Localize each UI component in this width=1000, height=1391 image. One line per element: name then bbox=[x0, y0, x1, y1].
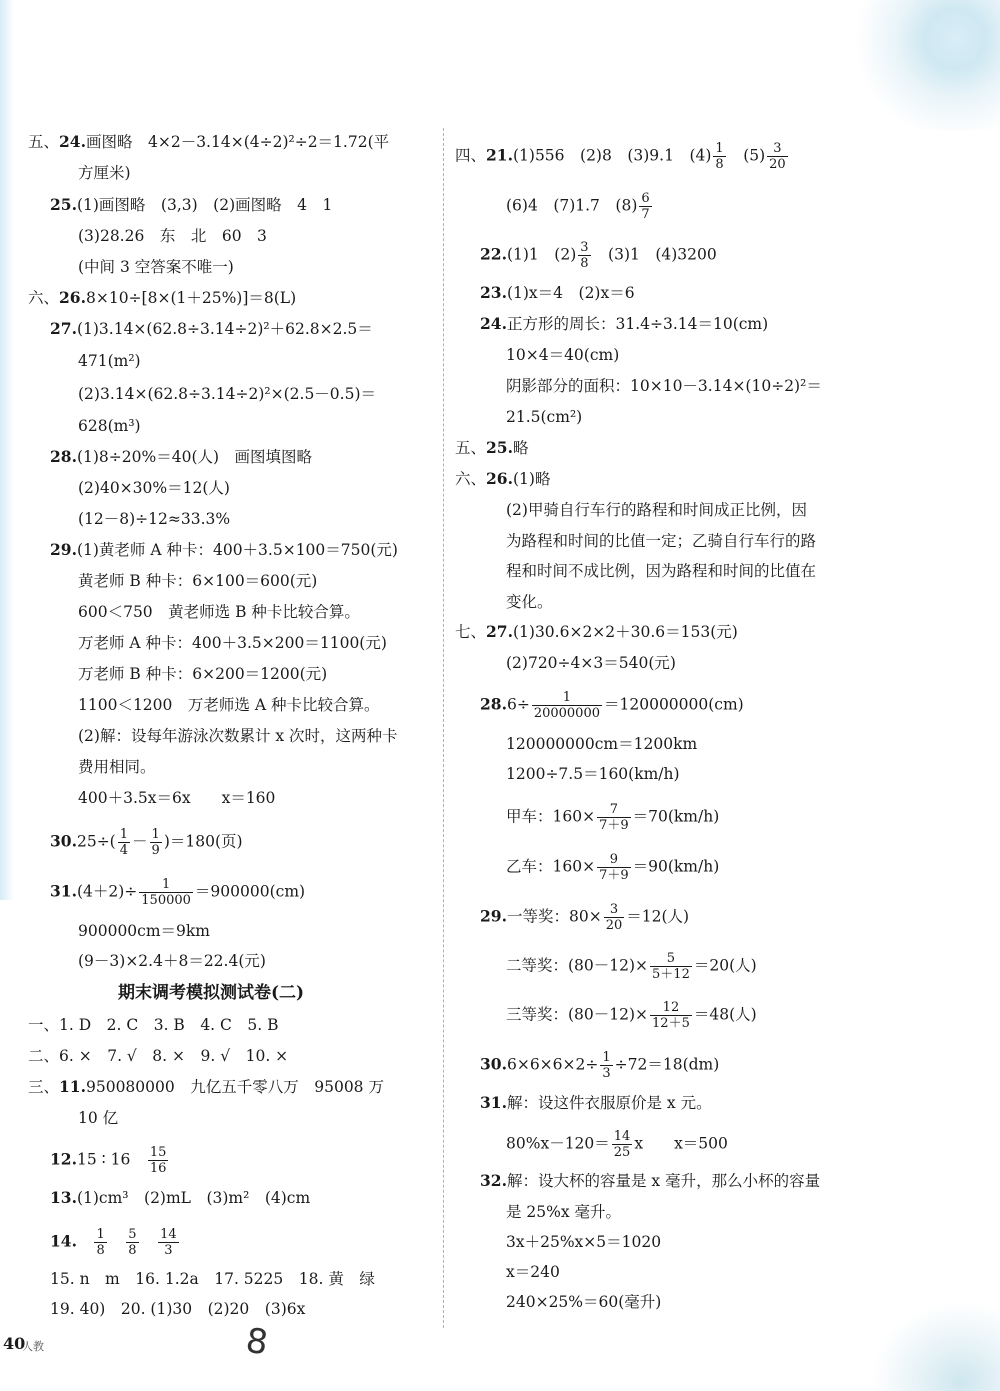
answer-r22: 22.(1)1 (2) $\frac{3}{8}$ (3)1 (4)3200 bbox=[480, 240, 717, 271]
fraction: $\frac{1}{150000}$ bbox=[141, 877, 191, 908]
answer-29-d: 万老师 A 种卡：400＋3.5×200＝1100(元) bbox=[78, 634, 387, 652]
answer-r32-b: 是 25%x 毫升。 bbox=[506, 1203, 622, 1221]
answer-29-f: 1100＜1200 万老师选 A 种卡比较合算。 bbox=[78, 696, 380, 714]
fraction: $\frac{3}{20}$ bbox=[605, 902, 623, 933]
column-divider bbox=[443, 128, 444, 1328]
fraction: $\frac{15}{16}$ bbox=[149, 1145, 167, 1176]
fraction: $\frac{3}{8}$ bbox=[580, 240, 589, 271]
answer-r28-e: 乙车：160× $\frac{9}{7+9}$ ＝90(km/h) bbox=[506, 852, 720, 883]
fraction: $\frac{7}{7+9}$ bbox=[599, 802, 629, 833]
answer-14: 14. $\frac{1}{8}$ $\frac{5}{8}$ $\frac{14}{3}$ bbox=[50, 1227, 177, 1258]
answer-11-b: 10 亿 bbox=[78, 1109, 119, 1127]
answer-r28: 28.6÷ $\frac{1}{20000000}$ ＝120000000(cm) bbox=[480, 690, 744, 721]
answer-12: 12.15 ∶ 16 $\frac{15}{16}$ bbox=[50, 1145, 167, 1176]
fraction: $\frac{5}{5+12}$ bbox=[652, 951, 690, 982]
answer-r31: 31.解：设这件衣服原价是 x 元。 bbox=[480, 1093, 712, 1112]
fraction: $\frac{12}{12+5}$ bbox=[652, 1000, 690, 1031]
answer-13: 13.(1)cm³ (2)mL (3)m² (4)cm bbox=[50, 1188, 311, 1207]
answer-31: 31.(4＋2)÷ $\frac{1}{150000}$ ＝900000(cm) bbox=[50, 877, 306, 908]
answer-29: 29.(1)黄老师 A 种卡：400＋3.5×100＝750(元) bbox=[50, 540, 398, 559]
answer-27-b: 471(m²) bbox=[78, 352, 141, 370]
fraction: $\frac{1}{8}$ bbox=[715, 141, 724, 172]
answer-r26: 六、26.(1)略 bbox=[455, 469, 551, 488]
answer-r29-c: 三等奖：(80－12)× $\frac{12}{12+5}$ ＝48(人) bbox=[506, 1000, 757, 1031]
answer-r32: 32.解：设大杯的容量是 x 毫升，那么小杯的容量 bbox=[480, 1171, 821, 1190]
fraction: $\frac{1}{4}$ bbox=[119, 827, 129, 858]
fraction: $\frac{5}{8}$ bbox=[128, 1227, 137, 1258]
answer-29-g: (2)解：设每年游泳次数累计 x 次时，这两种卡 bbox=[78, 727, 398, 745]
page-number: 40 bbox=[3, 1334, 26, 1353]
answer-11: 三、11.950080000 九亿五千零八万 95008 万 bbox=[28, 1077, 384, 1096]
answer-25-b: (3)28.26 东 北 60 3 bbox=[78, 227, 267, 245]
answer-27: 27.(1)3.14×(62.8÷3.14÷2)²＋62.8×2.5＝ bbox=[50, 319, 373, 338]
answer-28-b: (2)40×30%＝12(人) bbox=[78, 479, 230, 497]
answer-29-i: 400＋3.5x＝6x x＝160 bbox=[78, 789, 276, 807]
answer-28-c: (12－8)÷12≈33.3% bbox=[78, 510, 231, 528]
section-title: 期末调考模拟测试卷(二) bbox=[118, 983, 305, 1003]
answer-r32-d: x＝240 bbox=[506, 1263, 560, 1281]
answer-26: 六、26.8×10÷[8×(1＋25%)]＝8(L) bbox=[28, 288, 297, 307]
answers-15-18: 15. n m 16. 1.2a 17. 5225 18. 黄 绿 bbox=[50, 1270, 375, 1288]
answer-29-c: 600＜750 黄老师选 B 种卡比较合算。 bbox=[78, 603, 360, 621]
answer-r29-b: 二等奖：(80－12)× $\frac{5}{5+12}$ ＝20(人) bbox=[506, 951, 757, 982]
answer-r23: 23.(1)x＝4 (2)x＝6 bbox=[480, 283, 635, 302]
answer-r24-d: 21.5(cm²) bbox=[506, 408, 583, 426]
answer-r26-e: 变化。 bbox=[506, 593, 553, 611]
answer-r25: 五、25.略 bbox=[455, 438, 529, 457]
fraction: $\frac{1}{20000000}$ bbox=[533, 690, 600, 721]
left-edge-decoration bbox=[0, 0, 14, 900]
answers-19-20: 19. 40) 20. (1)30 (2)20 (3)6x bbox=[50, 1300, 306, 1318]
fraction: $\frac{1}{8}$ bbox=[96, 1227, 105, 1258]
fraction: $\frac{6}{7}$ bbox=[641, 191, 650, 222]
answer-30: 30.25÷( $\frac{1}{4}$ － $\frac{1}{9}$ )＝180(页) bbox=[50, 827, 243, 858]
answer-r28-b: 120000000cm＝1200km bbox=[506, 735, 698, 753]
section-2-answers: 二、6. × 7. √ 8. × 9. √ 10. × bbox=[28, 1047, 289, 1065]
answer-r27: 七、27.(1)30.6×2×2＋30.6＝153(元) bbox=[455, 622, 738, 641]
edition-label: 人教 bbox=[22, 1340, 44, 1353]
answer-r32-c: 3x＋25%x×5＝1020 bbox=[506, 1233, 662, 1251]
sun-decoration bbox=[850, 0, 1000, 130]
fraction: $\frac{14}{3}$ bbox=[160, 1227, 177, 1258]
fraction: $\frac{9}{7+9}$ bbox=[599, 852, 629, 883]
answer-31-b: 900000cm＝9km bbox=[78, 922, 210, 940]
answer-r27-b: (2)720÷4×3＝540(元) bbox=[506, 654, 676, 672]
answer-r21: 四、21.(1)556 (2)8 (3)9.1 (4) $\frac{1}{8}$ (5) $\frac{3}{20}$ bbox=[455, 141, 786, 172]
handwritten-mark: 8 bbox=[243, 1320, 271, 1364]
answer-r24: 24.正方形的周长：31.4÷3.14＝10(cm) bbox=[480, 314, 769, 333]
answer-r32-e: 240×25%＝60(毫升) bbox=[506, 1293, 662, 1311]
fraction: $\frac{1}{9}$ bbox=[151, 827, 160, 858]
answer-25: 25.(1)画图略 (3,3) (2)画图略 4 1 bbox=[50, 195, 333, 214]
answer-25-c: (中间 3 空答案不唯一) bbox=[78, 258, 234, 276]
answer-28: 28.(1)8÷20%＝40(人) 画图填图略 bbox=[50, 447, 313, 466]
answer-29-h: 费用相同。 bbox=[78, 758, 156, 776]
answer-27-d: 628(m³) bbox=[78, 417, 141, 435]
answer-31-c: (9－3)×2.4＋8＝22.4(元) bbox=[78, 952, 266, 970]
answer-29-e: 万老师 B 种卡：6×200＝1200(元) bbox=[78, 665, 328, 683]
answer-24-cont: 方厘米) bbox=[78, 164, 131, 182]
answer-r26-b: (2)甲骑自行车行的路程和时间成正比例，因 bbox=[506, 501, 807, 519]
answer-r28-c: 1200÷7.5＝160(km/h) bbox=[506, 765, 680, 783]
answer-29-b: 黄老师 B 种卡：6×100＝600(元) bbox=[78, 572, 318, 590]
answer-27-c: (2)3.14×(62.8÷3.14÷2)²×(2.5－0.5)＝ bbox=[78, 385, 377, 403]
answer-r26-d: 程和时间不成比例，因为路程和时间的比值在 bbox=[506, 562, 817, 580]
fraction: $\frac{1}{3}$ bbox=[602, 1050, 611, 1081]
answer-r21-b: (6)4 (7)1.7 (8) $\frac{6}{7}$ bbox=[506, 191, 650, 222]
answer-r24-c: 阴影部分的面积：10×10－3.14×(10÷2)²＝ bbox=[506, 377, 822, 395]
bottom-decoration bbox=[870, 1301, 1000, 1391]
answer-r24-b: 10×4＝40(cm) bbox=[506, 346, 620, 364]
answer-r30: 30.6×6×6×2÷ $\frac{1}{3}$ ÷72＝18(dm) bbox=[480, 1050, 720, 1081]
answer-r31-b: 80%x－120＝ $\frac{14}{25}$ x x＝500 bbox=[506, 1129, 728, 1160]
fraction: $\frac{3}{20}$ bbox=[769, 141, 786, 172]
answer-r29: 29.一等奖：80× $\frac{3}{20}$ ＝12(人) bbox=[480, 902, 690, 933]
answer-r26-c: 为路程和时间的比值一定；乙骑自行车行的路 bbox=[506, 532, 817, 550]
answer-r28-d: 甲车：160× $\frac{7}{7+9}$ ＝70(km/h) bbox=[506, 802, 720, 833]
section-1-answers: 一、1. D 2. C 3. B 4. C 5. B bbox=[28, 1016, 279, 1034]
fraction: $\frac{14}{25}$ bbox=[613, 1129, 631, 1160]
answer-24: 五、24.画图略 4×2－3.14×(4÷2)²÷2＝1.72(平 bbox=[28, 132, 390, 151]
